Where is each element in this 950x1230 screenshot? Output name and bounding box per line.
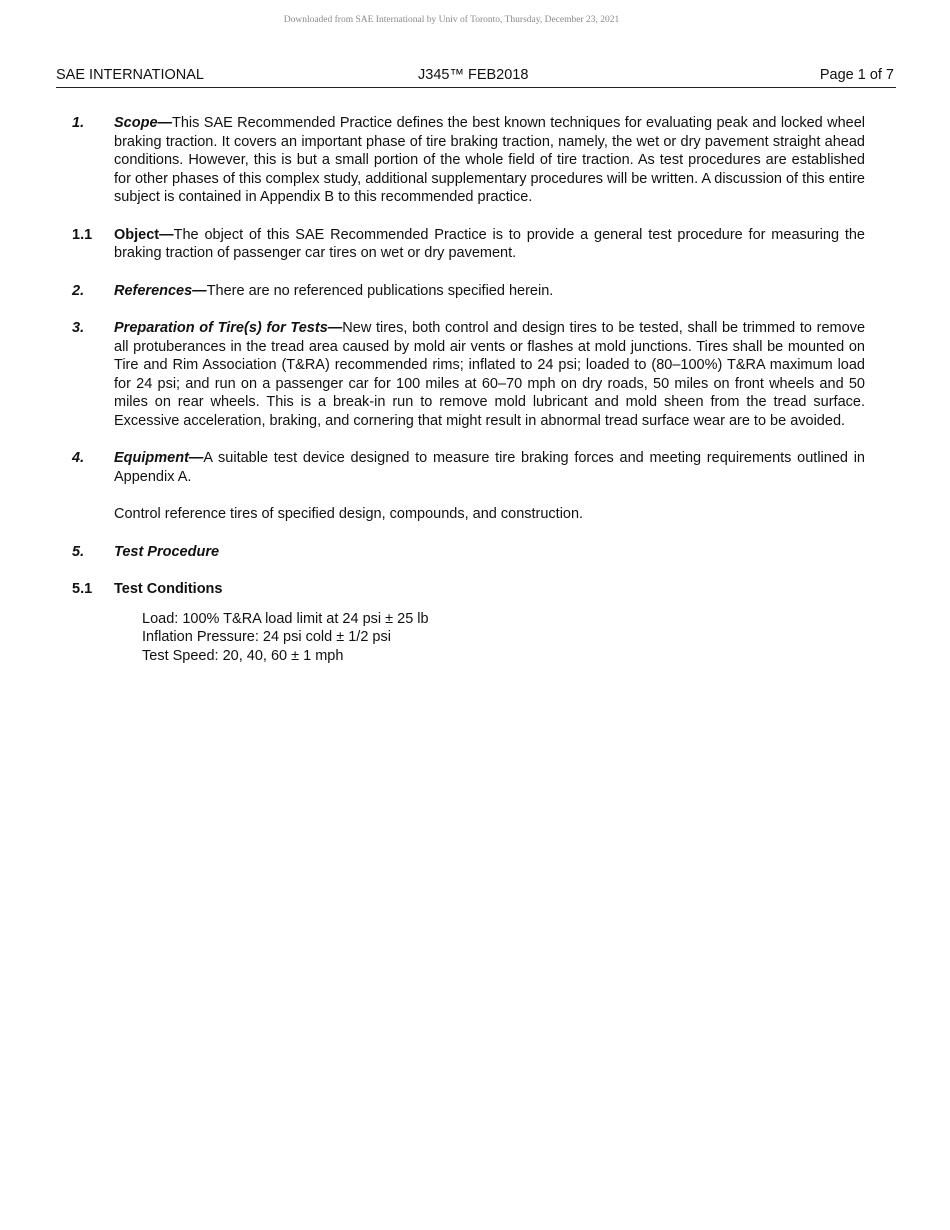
section-title: Scope— — [114, 115, 173, 131]
section-number: 3. — [72, 320, 85, 336]
section-number: 5.1 — [72, 581, 93, 597]
section-number: 2. — [72, 282, 85, 299]
section-title: References— — [114, 282, 207, 299]
section-title: Test Procedure — [114, 543, 220, 560]
condition-test-speed: Test Speed: 20, 40, 60 ± 1 mph — [142, 647, 344, 664]
section-title: Test Conditions — [114, 581, 223, 597]
condition-inflation-pressure: Inflation Pressure: 24 psi cold ± 1/2 psi — [142, 629, 391, 645]
section-title: Preparation of Tire(s) for Tests— — [114, 320, 343, 336]
section-paragraph: Control reference tires of specified design, compounds, and construction. — [114, 506, 584, 522]
section-text: This SAE Recommended Practice defines the best known techniques for evaluating peak and locked wheel braking traction. It covers an important phase of tire braking traction, namely, the wet or dry pavement straight ahead conditions. However, this is but a small portion of the whole field of tire traction. As test procedures are established for other phases of this complex study, additional supplementary procedures will be written. A discussion of this entire subject is contained in Appendix B to this recommended practice. — [114, 115, 865, 205]
section-text: There are no referenced publications specified herein. — [206, 282, 554, 299]
download-watermark: Downloaded from SAE International by Univ of Toronto, Thursday, December 23, 2021 — [283, 15, 620, 25]
section-paragraph — [114, 282, 865, 301]
header-page-number: Page 1 of 7 — [819, 67, 894, 83]
section-paragraph — [114, 114, 865, 207]
section-title: Equipment— — [114, 450, 204, 466]
header-document-id: J345™ FEB2018 — [418, 67, 529, 83]
header-publisher: SAE INTERNATIONAL — [56, 67, 204, 83]
test-conditions-list — [114, 610, 865, 666]
section-references — [72, 282, 865, 301]
section-preparation — [72, 319, 865, 430]
section-equipment — [72, 449, 865, 486]
section-test-procedure — [72, 543, 865, 562]
section-paragraph — [114, 543, 865, 562]
section-paragraph — [114, 449, 865, 486]
section-title: Object— — [114, 226, 174, 243]
section-number: 4. — [72, 450, 85, 466]
section-number: 1. — [72, 115, 85, 131]
condition-load: Load: 100% T&RA load limit at 24 psi ± 25 lb — [142, 610, 429, 627]
page-header — [56, 66, 896, 88]
section-paragraph — [114, 319, 865, 430]
section-test-conditions — [72, 580, 865, 665]
section-object — [72, 226, 865, 263]
section-paragraph — [114, 580, 865, 599]
section-text: New tires, both control and design tires to be tested, shall be trimmed to remove all protuberances in the tread area caused by mold air vents or flashes at mold junctions. Tires shall be mounted on Tire and Rim Association (T&RA) recommended rims; inflated to 24 psi; loaded to (80–100%) T&RA maximum load for 24 psi; and run on a passenger car for 100 miles at 60–70 mph on dry roads, 50 miles on front wheels and 50 miles on rear wheels. This is a break-in run to remove mold lubricant and mold sheen from the tread surface. Excessive acceleration, braking, and cornering that might result in abnormal tread surface wear are to be avoided. — [114, 320, 866, 429]
section-text: A suitable test device designed to measure tire braking forces and meeting requirements outlined in Appendix A. — [114, 450, 865, 485]
document-body — [72, 114, 865, 684]
section-text: The object of this SAE Recommended Practice is to provide a general test procedure for measuring the braking traction of passenger car tires on wet or dry pavement. — [114, 226, 865, 261]
section-equipment-note — [72, 505, 865, 524]
section-number: 5. — [72, 543, 85, 560]
section-paragraph — [114, 226, 865, 263]
section-number: 1.1 — [72, 226, 93, 243]
section-scope — [72, 114, 865, 207]
